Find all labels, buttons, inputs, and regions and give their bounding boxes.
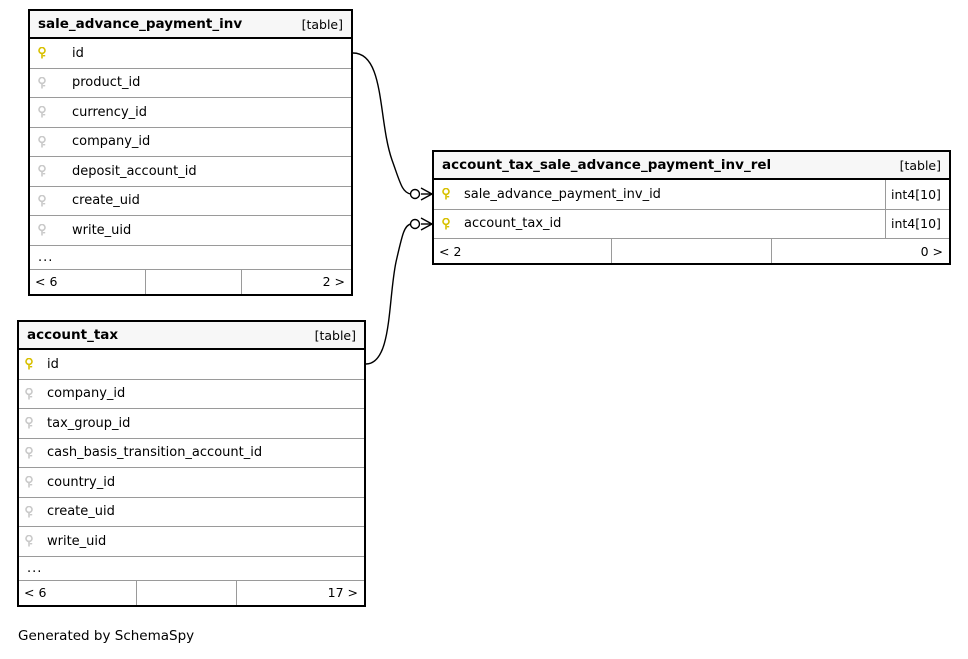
footer-middle xyxy=(611,239,772,263)
footer-left-count[interactable]: < 6 xyxy=(24,585,47,600)
table-header xyxy=(19,322,364,350)
table-row[interactable] xyxy=(19,380,364,410)
table-row[interactable] xyxy=(19,468,364,498)
table-row[interactable] xyxy=(19,350,364,380)
table-row[interactable] xyxy=(30,69,351,99)
column-name: sale_advance_payment_inv_id xyxy=(464,186,661,202)
table-type-tag: [table] xyxy=(301,16,343,32)
table-header xyxy=(30,11,351,39)
foreign-key-icon xyxy=(38,224,60,236)
footer-middle xyxy=(136,581,237,605)
primary-key-icon xyxy=(442,188,464,200)
column-name: country_id xyxy=(47,474,116,490)
table-footer xyxy=(30,270,351,294)
column-type: int4[10] xyxy=(885,180,949,209)
table-row[interactable] xyxy=(19,409,364,439)
column-name: write_uid xyxy=(47,533,107,549)
more-columns-indicator: ... xyxy=(30,246,351,270)
column-name: account_tax_id xyxy=(464,216,562,232)
primary-key-icon xyxy=(25,358,47,370)
column-type: int4[10] xyxy=(885,210,949,239)
generated-by-caption: Generated by SchemaSpy xyxy=(18,628,195,644)
foreign-key-icon xyxy=(25,535,47,547)
column-name: cash_basis_transition_account_id xyxy=(47,445,263,461)
footer-middle xyxy=(145,270,242,294)
column-name: product_id xyxy=(72,75,141,91)
table-title: account_tax_sale_advance_payment_inv_rel xyxy=(442,157,772,173)
column-name: create_uid xyxy=(47,504,115,520)
foreign-key-icon xyxy=(25,476,47,488)
column-name: tax_group_id xyxy=(47,415,131,431)
column-name: write_uid xyxy=(72,222,132,238)
column-name: id xyxy=(47,356,59,372)
table-title: sale_advance_payment_inv xyxy=(38,16,243,32)
table-row[interactable] xyxy=(19,527,364,557)
primary-key-icon xyxy=(38,47,60,59)
table-row[interactable] xyxy=(19,439,364,469)
table-title: account_tax xyxy=(27,327,119,343)
table-row[interactable] xyxy=(434,210,949,240)
footer-right-count[interactable]: 17 > xyxy=(327,585,358,600)
column-name: id xyxy=(72,45,84,61)
table-row[interactable] xyxy=(30,39,351,69)
column-name: company_id xyxy=(47,386,126,402)
footer-right-count[interactable]: 2 > xyxy=(322,274,345,289)
foreign-key-icon xyxy=(38,165,60,177)
more-columns-indicator: ... xyxy=(19,557,364,581)
foreign-key-icon xyxy=(38,195,60,207)
foreign-key-icon xyxy=(25,388,47,400)
table-type-tag: [table] xyxy=(899,157,941,173)
table-row[interactable] xyxy=(30,187,351,217)
foreign-key-icon xyxy=(25,417,47,429)
column-name: currency_id xyxy=(72,104,148,120)
column-name: company_id xyxy=(72,134,151,150)
table-header xyxy=(434,152,949,180)
table-footer xyxy=(19,581,364,605)
primary-key-icon xyxy=(442,218,464,230)
table-account_tax[interactable] xyxy=(17,320,366,607)
table-row[interactable] xyxy=(30,98,351,128)
table-row[interactable] xyxy=(30,157,351,187)
foreign-key-icon xyxy=(25,447,47,459)
table-row[interactable] xyxy=(30,216,351,246)
table-row[interactable] xyxy=(19,498,364,528)
foreign-key-icon xyxy=(38,77,60,89)
footer-right-count[interactable]: 0 > xyxy=(920,243,943,259)
foreign-key-icon xyxy=(38,136,60,148)
table-row[interactable] xyxy=(434,180,949,210)
table-row[interactable] xyxy=(30,128,351,158)
foreign-key-icon xyxy=(38,106,60,118)
table-sale_advance_payment_inv[interactable] xyxy=(28,9,353,296)
table-footer xyxy=(434,239,949,263)
foreign-key-icon xyxy=(25,506,47,518)
table-account_tax_sale_advance_payment_inv_rel[interactable] xyxy=(432,150,951,265)
column-name: deposit_account_id xyxy=(72,163,197,179)
table-type-tag: [table] xyxy=(314,327,356,343)
footer-left-count[interactable]: < 2 xyxy=(439,243,462,259)
column-name: create_uid xyxy=(72,193,140,209)
footer-left-count[interactable]: < 6 xyxy=(35,274,58,289)
